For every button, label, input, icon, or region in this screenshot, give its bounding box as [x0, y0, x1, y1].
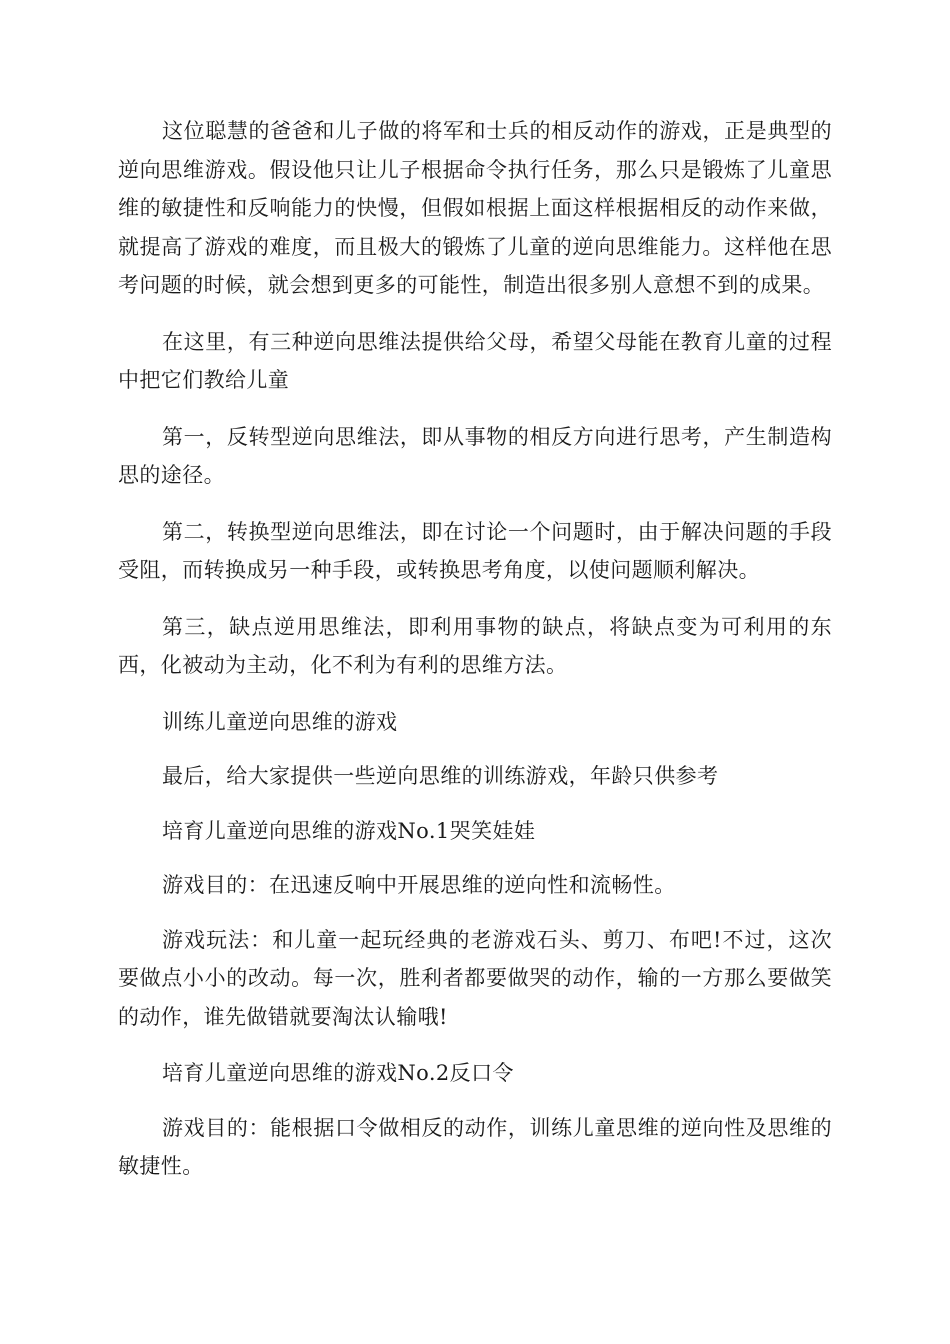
game-title-no2: 培育儿童逆向思维的游戏No.2反口令: [162, 1061, 514, 1085]
paragraph-method-three: 第三，缺点逆用思维法，即利用事物的缺点，将缺点变为可利用的东西，化被动为主动，化不利为有利的思维方法。: [118, 614, 832, 677]
section-heading-training-games: 训练儿童逆向思维的游戏: [162, 709, 398, 734]
game-no2-purpose: 游戏目的：能根据口令做相反的动作，训练儿童思维的逆向性及思维的敏捷性。: [118, 1115, 832, 1178]
paragraph-three-methods-intro: 在这里，有三种逆向思维法提供给父母，希望父母能在教育儿童的过程中把它们教给儿童: [118, 329, 832, 392]
paragraph-method-one: 第一，反转型逆向思维法，即从事物的相反方向进行思考，产生制造构思的途径。: [118, 424, 832, 487]
game-no1-purpose: 游戏目的：在迅速反响中开展思维的逆向性和流畅性。: [162, 873, 676, 897]
paragraph-method-two: 第二，转换型逆向思维法，即在讨论一个问题时，由于解决问题的手段受阻，而转换成另一种手段，或转换思考角度，以使问题顺利解决。: [118, 519, 832, 582]
paragraph-games-intro: 最后，给大家提供一些逆向思维的训练游戏，年龄只供参考: [162, 764, 719, 788]
paragraph-general-game-example: 这位聪慧的爸爸和儿子做的将军和士兵的相反动作的游戏，正是典型的逆向思维游戏。假设他只让儿子根据命令执行任务，那么只是锻炼了儿童思维的敏捷性和反响能力的快慢，但假如根据上面这样根据相反的动作来做，就提高了游戏的难度，而且极大的锻炼了儿童的逆向思维能力。这样他在思考问题的时候，就会想到更多的可能性，制造出很多别人意想不到的成果。: [118, 119, 832, 297]
game-title-no1: 培育儿童逆向思维的游戏No.1哭笑娃娃: [162, 818, 536, 843]
game-no1-rules: 游戏玩法：和儿童一起玩经典的老游戏石头、剪刀、布吧!不过，这次要做点小小的改动。每一次，胜利者都要做哭的动作，输的一方那么要做笑的动作，谁先做错就要淘汰认输哦!: [118, 927, 832, 1029]
